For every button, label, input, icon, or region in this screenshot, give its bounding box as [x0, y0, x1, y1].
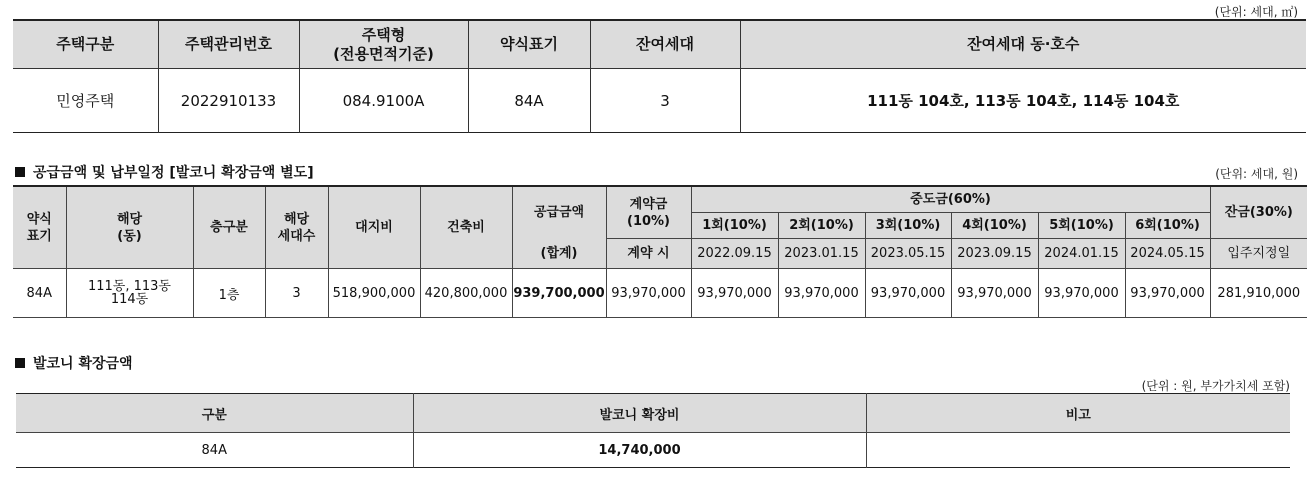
header-housing-type: 주택구분 — [13, 20, 158, 69]
header-installment-6: 6회(10%) — [1125, 213, 1210, 239]
header-house-model-line1: 주택형 — [361, 25, 406, 44]
balcony-data-row — [16, 433, 1290, 468]
header-installment-date-6: 2024.05.15 — [1125, 239, 1210, 269]
cell-note — [866, 433, 1290, 468]
cell-installment-6: 93,970,000 — [1125, 269, 1210, 318]
header-installment-date-2: 2023.01.15 — [778, 239, 865, 269]
cell-supply-total: 939,700,000 — [512, 269, 606, 318]
header-supply-total: 공급금액 — [512, 186, 606, 239]
cell-remaining-units: 3 — [590, 69, 740, 133]
square-bullet-icon — [15, 358, 25, 368]
cell-house-model: 084.9100A — [299, 69, 468, 133]
header-installment-date-1: 2022.09.15 — [691, 239, 778, 269]
cell-short-label: 84A — [13, 269, 66, 318]
header-short-label: 약식표기 — [468, 20, 590, 69]
cell-balance: 281,910,000 — [1210, 269, 1307, 318]
header-note: 비고 — [866, 394, 1290, 433]
header-installment-1: 1회(10%) — [691, 213, 778, 239]
header-short-label — [13, 186, 66, 269]
cell-installment-3: 93,970,000 — [865, 269, 951, 318]
cell-units: 3 — [265, 269, 328, 318]
header-house-model-line2: (전용면적기준) — [333, 44, 434, 63]
header-management-no: 주택관리번호 — [158, 20, 299, 69]
cell-remaining-units-list: 111동 104호, 113동 104호, 114동 104호 — [867, 92, 1180, 110]
header-type: 구분 — [16, 394, 413, 433]
cell-installment-4: 93,970,000 — [951, 269, 1038, 318]
supply-price-table — [13, 185, 1307, 318]
balcony-heading — [15, 353, 133, 373]
unit-note-balcony: (단위 : 원, 부가가치세 포함) — [1141, 379, 1290, 393]
supply-price-heading — [15, 162, 314, 182]
header-contract-when: 계약 시 — [606, 239, 691, 269]
balcony-table — [16, 393, 1290, 468]
header-remaining-units: 잔여세대 — [590, 20, 740, 69]
cell-management-no: 2022910133 — [158, 69, 299, 133]
cell-building-text: 111동, 113동 114동 — [87, 279, 171, 307]
header-remaining-units-list: 잔여세대 동·호수 — [740, 20, 1306, 69]
housing-info-row — [13, 69, 1306, 133]
cell-installment-2: 93,970,000 — [778, 269, 865, 318]
header-contract — [606, 186, 691, 239]
cell-short-label: 84A — [468, 69, 590, 133]
header-installment-date-3: 2023.05.15 — [865, 239, 951, 269]
supply-data-row — [13, 269, 1307, 318]
cell-installment-1: 93,970,000 — [691, 269, 778, 318]
header-units-text: 해당 세대수 — [277, 211, 316, 244]
balcony-title: 발코니 확장금액 — [33, 356, 133, 372]
header-balance: 잔금(30%) — [1210, 186, 1307, 239]
square-bullet-icon — [15, 167, 25, 177]
header-middle-payment: 중도금(60%) — [691, 186, 1210, 213]
cell-contract: 93,970,000 — [606, 269, 691, 318]
header-units — [265, 186, 328, 269]
housing-info-table — [13, 19, 1306, 133]
header-balance-when: 입주지정일 — [1210, 239, 1307, 269]
balcony-header-row — [16, 394, 1290, 433]
header-installment-2: 2회(10%) — [778, 213, 865, 239]
header-balcony-cost: 발코니 확장비 — [413, 394, 866, 433]
header-house-model — [299, 20, 468, 69]
header-land-cost: 대지비 — [328, 186, 420, 269]
cell-building — [66, 269, 193, 318]
supply-header-row-1 — [13, 186, 1307, 213]
header-floor: 층구분 — [193, 186, 265, 269]
supply-price-title: 공급금액 및 납부일정 [발코니 확장금액 별도] — [33, 165, 314, 181]
header-installment-date-5: 2024.01.15 — [1038, 239, 1125, 269]
header-supply-total-sub: (합계) — [512, 239, 606, 269]
header-installment-3: 3회(10%) — [865, 213, 951, 239]
header-installment-5: 5회(10%) — [1038, 213, 1125, 239]
header-building-cost: 건축비 — [420, 186, 512, 269]
cell-floor: 1층 — [193, 269, 265, 318]
header-building-text: 해당 (동) — [116, 211, 143, 244]
cell-building-cost: 420,800,000 — [420, 269, 512, 318]
cell-land-cost: 518,900,000 — [328, 269, 420, 318]
header-short-label-text: 약식 표기 — [26, 211, 52, 244]
unit-note-housing: (단위: 세대, ㎡) — [1214, 5, 1298, 19]
cell-balcony-cost: 14,740,000 — [413, 433, 866, 468]
header-building — [66, 186, 193, 269]
cell-housing-type: 민영주택 — [13, 69, 158, 133]
header-installment-4: 4회(10%) — [951, 213, 1038, 239]
cell-type: 84A — [16, 433, 413, 468]
cell-installment-5: 93,970,000 — [1038, 269, 1125, 318]
header-contract-text: 계약금 (10%) — [627, 196, 670, 229]
unit-note-supply: (단위: 세대, 원) — [1215, 167, 1298, 181]
housing-info-header-row — [13, 20, 1306, 69]
header-installment-date-4: 2023.09.15 — [951, 239, 1038, 269]
